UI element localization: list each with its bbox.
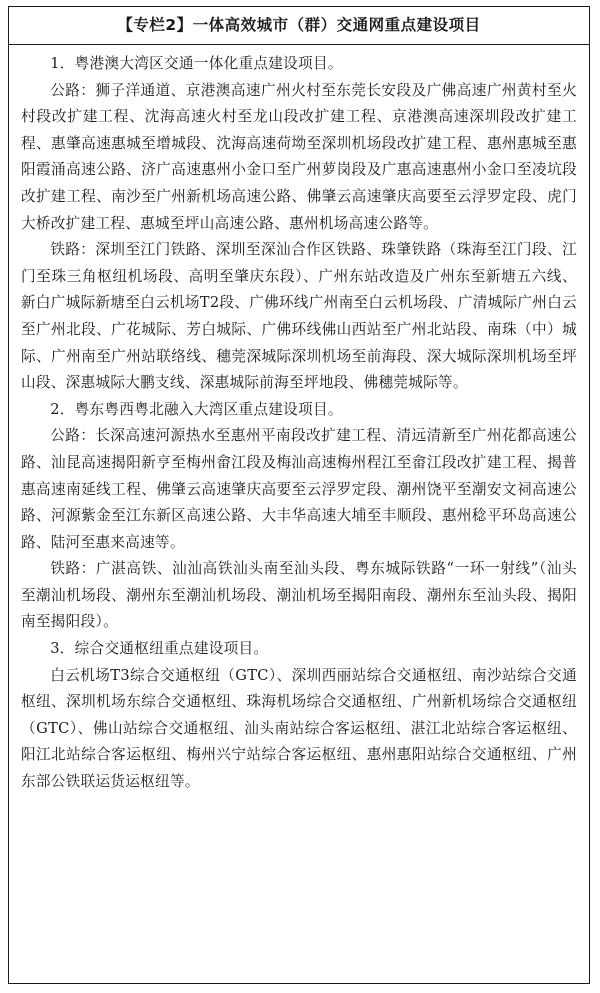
section-1-heading: 1．粤港澳大湾区交通一体化重点建设项目。 bbox=[50, 55, 343, 72]
section-2-heading: 2．粤东粤西粤北融入大湾区重点建设项目。 bbox=[50, 400, 343, 418]
box-content bbox=[9, 45, 589, 796]
section-3-heading: 3．综合交通枢纽重点建设项目。 bbox=[50, 640, 269, 658]
box-title: 【专栏2】一体高效城市（群）交通网重点建设项目 bbox=[9, 7, 589, 45]
feature-box bbox=[8, 6, 590, 984]
section-1-rail: 铁路：深圳至江门铁路、深圳至深汕合作区铁路、珠肇铁路（珠海至江门段、江门至珠三角枢纽机场段、高明至肇庆东段）、广州东站改造及广州东至新塘五六线、新白广城际新塘至白云机场T2段、广佛环线广州南至白云机场段、广清城际广州白云至广州北段、广花城际、芳白城际、广佛环线佛山西站至广州北站段、南珠（中）城际、广州南至广州站联络线、穗莞深城际深圳机场至前海段、深大城际深圳机场至坪山段、深惠城际大鹏支线、深惠城际前海至坪地段、佛穗莞城际等。 bbox=[21, 241, 577, 392]
section-2-rail: 铁路：广湛高铁、汕汕高铁汕头南至汕头段、粤东城际铁路“一环一射线”（汕头至潮汕机场段、潮州东至潮汕机场段、潮汕机场至揭阳南段、潮州东至汕头段、揭阳南至揭阳段）。 bbox=[21, 560, 577, 631]
section-2-road: 公路：长深高速河源热水至惠州平南段改扩建工程、清远清新至广州花都高速公路、汕昆高速揭阳新亨至梅州畲江段及梅汕高速梅州程江至畲江段改扩建工程、揭普惠高速南延线工程、佛肇云高速肇庆高要至云浮罗定段、潮州饶平至潮安文祠高速公路、河源紫金至江东新区高速公路、大丰华高速大埔至丰顺段、惠州稔平环岛高速公路、陆河至惠来高速等。 bbox=[21, 427, 577, 551]
section-3-hubs: 白云机场T3综合交通枢纽（GTC）、深圳西丽站综合交通枢纽、南沙站综合交通枢纽、深圳机场东综合交通枢纽、珠海机场综合交通枢纽、广州新机场综合交通枢纽（GTC）、佛山站综合交通枢纽、汕头南站综合客运枢纽、湛江北站综合客运枢纽、阳江北站综合客运枢纽、梅州兴宁站综合客运枢纽、惠州惠阳站综合交通枢纽、广州东部公铁联运货运枢纽等。 bbox=[21, 666, 577, 791]
section-1-road: 公路：狮子洋通道、京港澳高速广州火村至东莞长安段及广佛高速广州黄村至火村段改扩建工程、沈海高速火村至龙山段改扩建工程、京港澳高速深圳段改扩建工程、惠肇高速惠城至增城段、沈海高速荷坳至深圳机场段改扩建工程、惠州惠城至惠阳霞涌高速公路、济广高速惠州小金口至广州萝岗段及广惠高速惠州小金口至凌坑段改扩建工程、南沙至广州新机场高速公路、佛肇云高速肇庆高要至云浮罗定段、虎门大桥改扩建工程、惠城至坪山高速公路、惠州机场高速公路等。 bbox=[21, 81, 577, 232]
